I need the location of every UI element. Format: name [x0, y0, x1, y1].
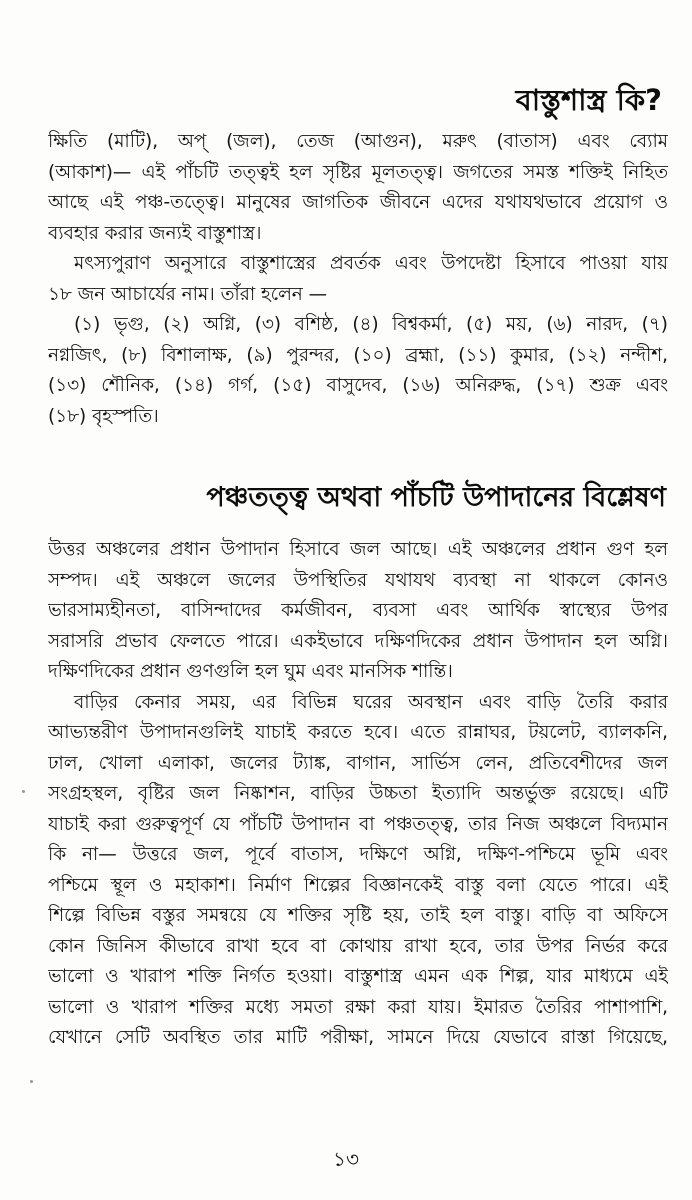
text-line: শিল্পে বিভিন্ন বস্তুর সমন্বয়ে যে শক্তির সৃষ্টি হয়, তাই হল বাস্তু। বাড়ি বা অফিসে [48, 905, 668, 926]
text-line: ঢাল, খোলা এলাকা, জলের ট্যাঙ্ক, বাগান, সার্ভিস লেন, প্রতিবেশীদের জল [48, 752, 668, 774]
text-line: পশ্চিমে স্থূল ও মহাকাশ। নির্মাণ শিল্পের বিজ্ঞানকেই বাস্তু বলা যেতে পারে। এই [48, 874, 668, 896]
section-heading-five-elements: পঞ্চতত্ত্ব অথবা পাঁচটি উপাদানের বিশ্লেষণ [206, 482, 666, 513]
text-line: নগ্নজিৎ, (৮) বিশালাক্ষ, (৯) পুরন্দর, (১০) ব্রহ্মা, (১১) কুমার, (১২) নন্দীশ, [48, 344, 668, 366]
text-line: (আকাশ)— এই পাঁচটি তত্ত্বই হল সৃষ্টির মূলতত্ত্ব। জগতের সমস্ত শক্তিই নিহিত [48, 161, 668, 183]
text-line: যেখানে সেটি অবস্থিত তার মাটি পরীক্ষা, সামনে দিয়ে যেভাবে রাস্তা গিয়েছে, [48, 1027, 668, 1048]
section-vastu-body [48, 127, 668, 432]
text-line: (১৩) শৌনিক, (১৪) গর্গ, (১৫) বাসুদেব, (১৬) অনিরুদ্ধ, (১৭) শুক্র এবং [48, 375, 668, 396]
text-line: ১৮ জন আচার্যের নাম। তাঁরা হলেন — [48, 283, 327, 305]
text-line: (১৮) বৃহস্পতি। [48, 405, 159, 427]
text-line: সম্পদ। এই অঞ্চলে জলের উপস্থিতির যথাযথ ব্যবস্থা না থাকলে কোনও [48, 569, 668, 591]
scan-speck [30, 1080, 33, 1083]
scan-speck [22, 790, 25, 793]
section-heading-vastu: বাস্তুশাস্ত্র কি? [515, 83, 662, 117]
section-five-elements-body [48, 535, 668, 1054]
text-line: ভালো ও খারাপ শক্তি নির্গত হওয়া। বাস্তুশাস্ত্র এমন এক শিল্প, যার মাধ্যমে এই [48, 966, 668, 987]
text-line: (১) ভৃগু, (২) অগ্নি, (৩) বশিষ্ঠ, (৪) বিশ্বকর্মা, (৫) ময়, (৬) নারদ, (৭) [74, 314, 668, 335]
text-line: বাড়ির কেনার সময়, এর বিভিন্ন ঘরের অবস্থান এবং বাড়ি তৈরি করার [74, 691, 668, 713]
text-line: কোন জিনিস কীভাবে রাখা হবে বা কোথায় রাখা হবে, তার উপর নির্ভর করে [48, 935, 668, 957]
text-line: ব্যবহার করার জন্যই বাস্তুশাস্ত্র। [48, 222, 262, 244]
text-line: ভালো ও খারাপ শক্তির মধ্যে সমতা রক্ষা করা যায়। ইমারত তৈরির পাশাপাশি, [48, 996, 668, 1018]
text-line: যাচাই করা গুরুত্বপূর্ণ যে পাঁচটি উপাদান বা পঞ্চতত্ত্ব, তার নিজ অঞ্চলে বিদ্যমান [48, 813, 668, 835]
text-line: সংগ্রহস্থল, বৃষ্টির জল নিষ্কাশন, বাড়ির উচ্চতা ইত্যাদি অন্তর্ভুক্ত রয়েছে। এটি [48, 783, 668, 804]
text-line: ভারসাম্যহীনতা, বাসিন্দাদের কর্মজীবন, ব্যবসা এবং আর্থিক স্বাস্থ্যের উপর [48, 600, 668, 621]
text-line: দক্ষিণদিকের প্রধান গুণগুলি হল ঘুম এবং মানসিক শান্তি। [48, 661, 453, 682]
text-line: উত্তর অঞ্চলের প্রধান উপাদান হিসাবে জল আছে। এই অঞ্চলের প্রধান গুণ হল [48, 539, 668, 560]
page-number: ১৩ [333, 1147, 359, 1171]
text-line: কি না— উত্তরে জল, পূর্বে বাতাস, দক্ষিণে অগ্নি, দক্ষিণ-পশ্চিমে ভূমি এবং [48, 844, 668, 865]
text-line: ক্ষিতি (মাটি), অপ্ (জল), তেজ (আগুন), মরুৎ (বাতাস) এবং ব্যোম [48, 131, 668, 152]
text-line: আছে এই পঞ্চ-তত্ত্বে। মানুষের জাগতিক জীবনে এদের যথাযথভাবে প্রয়োগ ও [48, 192, 668, 213]
text-line: সরাসরি প্রভাব ফেলতে পারে। একইভাবে দক্ষিণদিকের প্রধান উপাদান হল অগ্নি। [48, 630, 668, 652]
text-line: মৎস্যপুরাণ অনুসারে বাস্তুশাস্ত্রের প্রবর্তক এবং উপদেষ্টা হিসাবে পাওয়া যায় [74, 253, 668, 274]
text-line: আভ্যন্তরীণ উপাদানগুলিই যাচাই করতে হবে। এতে রান্নাঘর, টয়লেট, ব্যালকনি, [48, 722, 668, 743]
